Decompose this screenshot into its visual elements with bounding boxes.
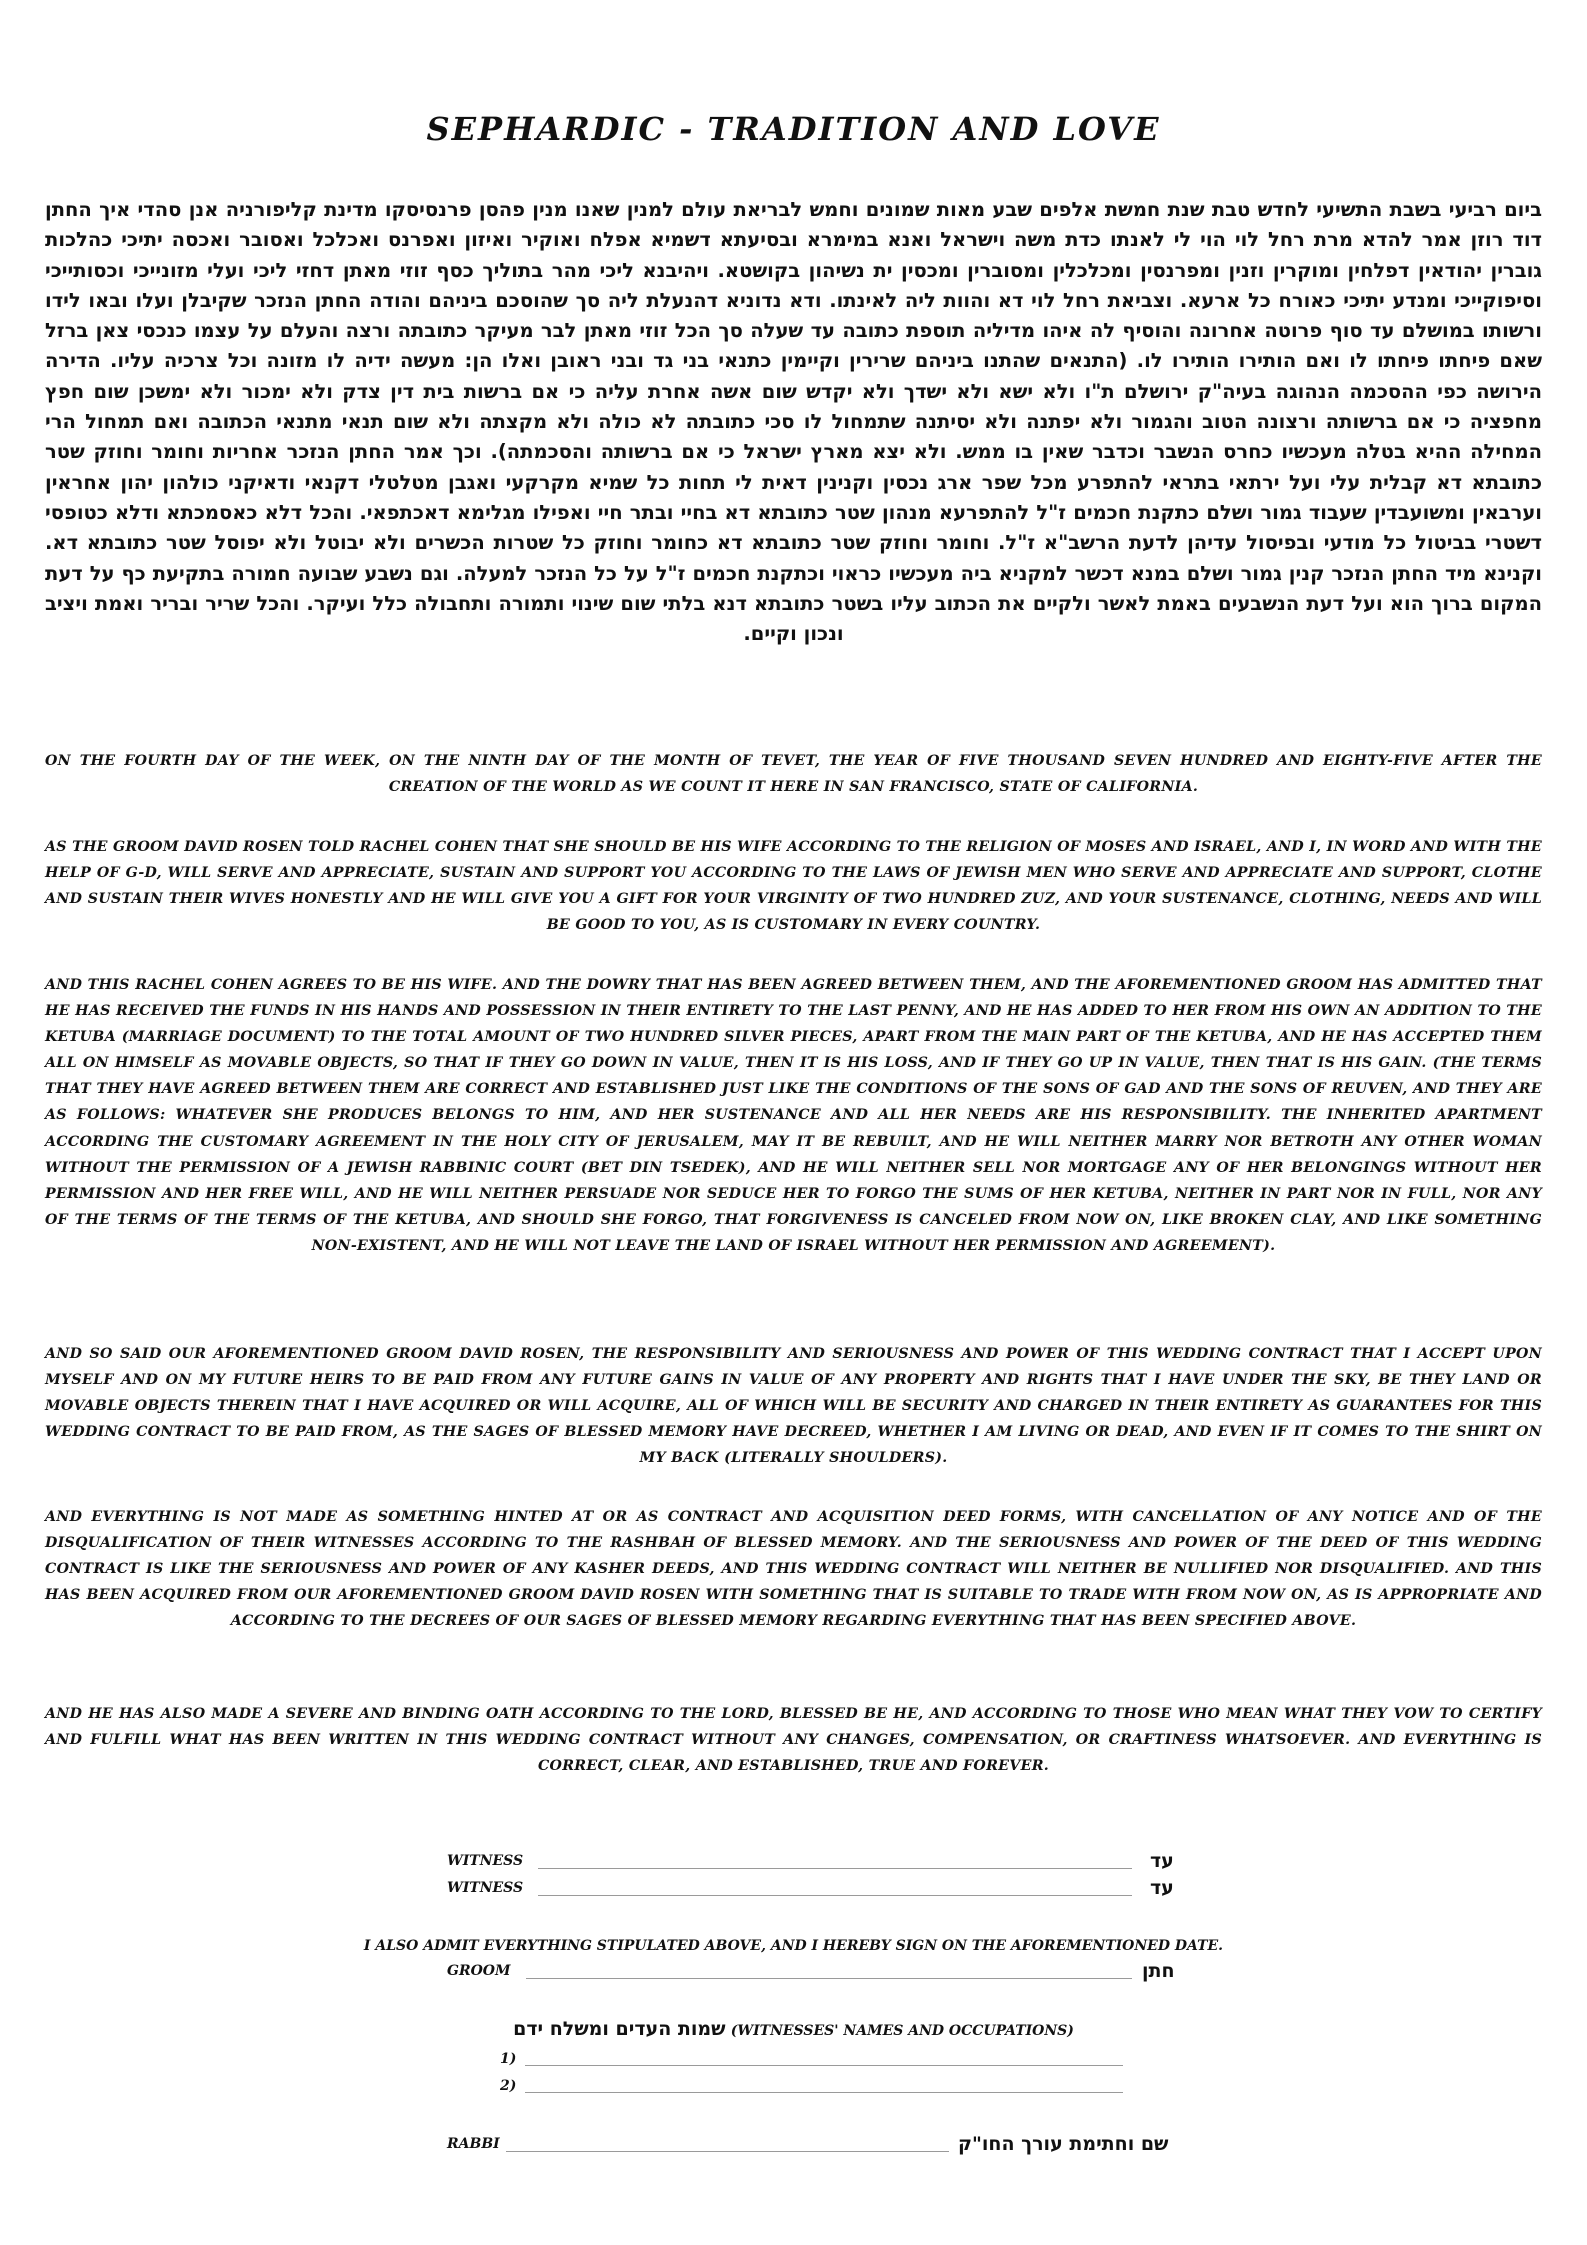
english-paragraph-oath: AND HE HAS ALSO MADE A SEVERE AND BINDING OATH ACCORDING TO THE LORD, BLESSED BE HE, AND ACCORDING TO THOSE WHO MEAN WHAT THEY VOW TO CERTIFY AND FULFILL WHAT HAS BEEN WRITTEN IN THIS WEDDING CONTRACT WITHOUT ANY CHANGES, COMPENSATION, OR CRAFTINESS WHATSOEVER. AND EVERYTHING IS CORRECT, CLEAR, AND ESTABLISHED, TRUE AND FOREVER. bbox=[45, 1706, 1542, 1775]
groom-hebrew-label: חתן bbox=[1142, 1960, 1175, 1982]
witness-name-2-row bbox=[0, 2073, 1587, 2099]
rabbi-signature-line[interactable] bbox=[506, 2151, 949, 2152]
witness-1-hebrew-label: עד bbox=[1150, 1850, 1174, 1872]
groom-row bbox=[0, 1958, 1587, 1984]
english-paragraph-responsibility: AND SO SAID OUR AFOREMENTIONED GROOM DAVID ROSEN, THE RESPONSIBILITY AND SERIOUSNESS AND POWER OF THIS WEDDING CONTRACT THAT I ACCEPT UPON MYSELF AND ON MY FUTURE HEIRS TO BE PAID FROM ANY FUTURE GAINS IN VALUE OF ANY PROPERTY AND RIGHTS THAT I HAVE UNDER THE SKY, BE THEY LAND OR MOVABLE OBJECTS THEREIN THAT I HAVE ACQUIRED OR WILL ACQUIRE, ALL OF WHICH WILL BE SECURITY AND CHARGED IN THEIR ENTIRETY AS GUARANTEES FOR THIS WEDDING CONTRACT TO BE PAID FROM, AS THE SAGES OF BLESSED MEMORY HAVE DECREED, WHETHER I AM LIVING OR DEAD, AND EVEN IF IT COMES TO THE SHIRT ON MY BACK (LITERALLY SHOULDERS). bbox=[45, 1346, 1542, 1467]
witness-name-2-line[interactable] bbox=[525, 2092, 1123, 2093]
witness-name-2-number: 2) bbox=[500, 2078, 517, 2094]
admission-text: I ALSO ADMIT EVERYTHING STIPULATED ABOVE, AND I HEREBY SIGN ON THE AFOREMENTIONED DATE. bbox=[363, 1938, 1224, 1954]
page-title: SEPHARDIC - TRADITION AND LOVE bbox=[426, 110, 1161, 148]
witness-name-1-row bbox=[0, 2046, 1587, 2072]
english-paragraph-validity: AND EVERYTHING IS NOT MADE AS SOMETHING HINTED AT OR AS CONTRACT AND ACQUISITION DEED FORMS, WITH CANCELLATION OF ANY NOTICE AND OF THE DISQUALIFICATION OF THEIR WITNESSES ACCORDING TO THE RASHBAH OF BLESSED MEMORY. AND THE SERIOUSNESS AND POWER OF THE DEED OF THIS WEDDING CONTRACT IS LIKE THE SERIOUSNESS AND POWER OF ANY KASHER DEEDS, AND THIS WEDDING CONTRACT WILL NEITHER BE NULLIFIED NOR DISQUALIFIED. AND THIS HAS BEEN ACQUIRED FROM OUR AFOREMENTIONED GROOM DAVID ROSEN WITH SOMETHING THAT IS SUITABLE TO TRADE WITH FROM NOW ON, AS IS APPROPRIATE AND ACCORDING TO THE DECREES OF OUR SAGES OF BLESSED MEMORY REGARDING EVERYTHING THAT HAS BEEN SPECIFIED ABOVE. bbox=[45, 1509, 1542, 1630]
witness-2-row bbox=[0, 1875, 1587, 1901]
rabbi-hebrew-label: שם וחתימת עורך החו"ק bbox=[958, 2133, 1169, 2155]
witness-name-1-line[interactable] bbox=[525, 2065, 1123, 2066]
hebrew-ketubah-text: ביום רביעי בשבת התשיעי לחדש טבת שנת חמשת אלפים שבע מאות שמונים וחמש לבריאת עולם למנין שאנו מנין פהסן פרנסיסקו מדינת קליפורניה אנן סהדי איך החתן דוד רוזן אמר להדא מרת רחל לוי הוי לי לאנתו כדת משה וישראל ואנא במימרא ובסיעתא דשמיא אפלח ואוקיר ואיזון ואפרנס ואכלכל ואסובר ואכסה יתיכי כהלכות גוברין יהודאין דפלחין ומוקרין וזנין ומפרנסין ומכלכלין ומסוברין ומכסין ית נשיהון בקושטא. ויהיבנא ליכי מהר בתוליך כסף זוזי מאתן דחזי ליכי ועלי מזונייכי וכסותייכי וסיפוקייכי ומנדע יתיכי כאורח כל ארעא. וצביאת רחל לוי דא והוות ליה לאינתו. ודא נדוניא דהנעלת ליה סך שהוסכם ביניהם והודה החתן הנזכר שקיבלן ועלו ובאו לידו ורשותו במושלם עד סוף פרוטה אחרונה והוסיף לה איהו מדיליה תוספת כתובה עד שעלה סך הכל זוזי מאתן לבר מעיקר כתובתה ורצה והעלם על עצמו כנכסי צאן ברזל שאם פיחתו פיחתו לו ואם הותירו הותירו לו. (התנאים שהתנו ביניהם שרירין וקיימין כתנאי בני גד ובני ראובן ואלו הן: מעשה ידיה לו מזונה וכל צרכיה עליו. הדירה הירושה כפי ההסכמה הנהוגה בעיה"ק ירושלם ת"ו ולא ישא ולא ישדך ולא יקדש שום אשה אחרת עליה כי אם ברשות בית דין צדק ולא ימכור ולא ימשכן שום חפץ מחפציה כי אם ברשותה ורצונה הטוב והגמור ולא יפתנה ולא יסיתנה שתמחול לו סכי כתובתה לא כולה ולא מקצתה ולא שום תנאי מתנאי הכתובה ואם תמחול הרי המחילה ההיא בטלה מעכשיו כחרס הנשבר וכדבר שאין בו ממש. ולא יצא מארץ ישראל כי אם ברשותה והסכמתה). וכך אמר החתן הנזכר אחריות וחומר וחוזק שטר כתובתא דא קבלית עלי ועל ירתאי בתראי להתפרע מכל שפר ארג נכסין וקנינין דאית לי תחות כל שמיא מקרקעי ואגבן מטלטלי דקנאי ודאיקני כולהון יהון אחראין וערבאין ומשועבדין שעבוד גמור ושלם כתקנת חכמים ז"ל להתפרעא מנהון שטר כתובתא דא בחיי ובתר חיי ואפילו מגלימא דאכתפאי. והכל דלא כאסמכתא ודלא כטופסי דשטרי בביטול כל מודעי ובפיסול עדיהן לדעת הרשב"א ז"ל. וחומר וחוזק שטר כתובתא דא כחומר וחוזק כל שטרות הכשרים ולא יבוטל ולא יפוסל שטר כתובתא דא. וקנינא מיד החתן הנזכר קנין גמור ושלם במנא דכשר למקניא ביה מעכשיו כראוי וכתקנת חכמים ז"ל על כל הנזכר למעלה. וגם נשבע שבועה חמורה בתקיעת כף על דעת המקום ברוך הוא ועל דעת הנשבעים באמת לאשר ולקיים את הכתוב עליו בשטר כתובתא דנא בלתי שום שינוי ותמורה ותחבולה כלל ועיקר. והכל שריר ובריר ואמת ויציב ונכון וקיים. bbox=[45, 198, 1542, 646]
rabbi-row bbox=[0, 2131, 1587, 2157]
english-paragraph-vow: AS THE GROOM DAVID ROSEN TOLD RACHEL COHEN THAT SHE SHOULD BE HIS WIFE ACCORDING TO THE RELIGION OF MOSES AND ISRAEL, AND I, IN WORD AND WITH THE HELP OF G-D, WILL SERVE AND APPRECIATE, SUSTAIN AND SUPPORT YOU ACCORDING TO THE LAWS OF JEWISH MEN WHO SERVE AND APPRECIATE AND SUPPORT, CLOTHE AND SUSTAIN THEIR WIVES HONESTLY AND HE WILL GIVE YOU A GIFT FOR YOUR VIRGINITY OF TWO HUNDRED ZUZ, AND YOUR SUSTENANCE, CLOTHING, NEEDS AND WILL BE GOOD TO YOU, AS IS CUSTOMARY IN EVERY COUNTRY. bbox=[45, 839, 1542, 934]
witness-1-signature-line[interactable] bbox=[538, 1868, 1132, 1869]
witness-2-label: WITNESS bbox=[447, 1880, 524, 1896]
witness-1-row bbox=[0, 1848, 1587, 1874]
rabbi-label: RABBI bbox=[447, 2136, 500, 2152]
witness-names-heading: שמות העדים ומשלח ידם (WITNESSES' NAMES AND OCCUPATIONS) bbox=[513, 2018, 1074, 2040]
witness-2-hebrew-label: עד bbox=[1150, 1877, 1174, 1899]
witness-name-1-number: 1) bbox=[500, 2051, 517, 2067]
groom-label: GROOM bbox=[447, 1963, 511, 1979]
witness-1-label: WITNESS bbox=[447, 1853, 524, 1869]
english-paragraph-date: ON THE FOURTH DAY OF THE WEEK, ON THE NINTH DAY OF THE MONTH OF TEVET, THE YEAR OF FIVE THOUSAND SEVEN HUNDRED AND EIGHTY-FIVE AFTER THE CREATION OF THE WORLD AS WE COUNT IT HERE IN SAN FRANCISCO, STATE OF CALIFORNIA. bbox=[45, 753, 1542, 796]
english-paragraph-dowry: AND THIS RACHEL COHEN AGREES TO BE HIS WIFE. AND THE DOWRY THAT HAS BEEN AGREED BETWEEN THEM, AND THE AFOREMENTIONED GROOM HAS ADMITTED THAT HE HAS RECEIVED THE FUNDS IN HIS HANDS AND POSSESSION IN THEIR ENTIRETY TO THE LAST PENNY, AND HE HAS ADDED TO HER FROM HIS OWN AN ADDITION TO THE KETUBA (MARRIAGE DOCUMENT) TO THE TOTAL AMOUNT OF TWO HUNDRED SILVER PIECES, APART FROM THE MAIN PART OF THE KETUBA, AND HE HAS ACCEPTED THEM ALL ON HIMSELF AS MOVABLE OBJECTS, SO THAT IF THEY GO DOWN IN VALUE, THEN IT IS HIS LOSS, AND IF THEY GO UP IN VALUE, THEN THAT IS HIS GAIN. (THE TERMS THAT THEY HAVE AGREED BETWEEN THEM ARE CORRECT AND ESTABLISHED JUST LIKE THE CONDITIONS OF THE SONS OF GAD AND THE SONS OF REUVEN, AND THEY ARE AS FOLLOWS: WHATEVER SHE PRODUCES BELONGS TO HIM, AND HER SUSTENANCE AND ALL HER NEEDS ARE HIS RESPONSIBILITY. THE INHERITED APARTMENT ACCORDING THE CUSTOMARY AGREEMENT IN THE HOLY CITY OF JERUSALEM, MAY IT BE REBUILT, AND HE WILL NEITHER MARRY NOR BETROTH ANY OTHER WOMAN WITHOUT THE PERMISSION OF A JEWISH RABBINIC COURT (BET DIN TSEDEK), AND HE WILL NEITHER SELL NOR MORTGAGE ANY OF HER BELONGINGS WITHOUT HER PERMISSION AND HER FREE WILL, AND HE WILL NEITHER PERSUADE NOR SEDUCE HER TO FORGO THE SUMS OF HER KETUBA, NEITHER IN PART NOR IN FULL, NOR ANY OF THE TERMS OF THE TERMS OF THE KETUBA, AND SHOULD SHE FORGO, THAT FORGIVENESS IS CANCELED FROM NOW ON, LIKE BROKEN CLAY, AND LIKE SOMETHING NON-EXISTENT, AND HE WILL NOT LEAVE THE LAND OF ISRAEL WITHOUT HER PERMISSION AND AGREEMENT). bbox=[45, 977, 1542, 1254]
groom-signature-line[interactable] bbox=[526, 1978, 1132, 1979]
witness-2-signature-line[interactable] bbox=[538, 1895, 1132, 1896]
